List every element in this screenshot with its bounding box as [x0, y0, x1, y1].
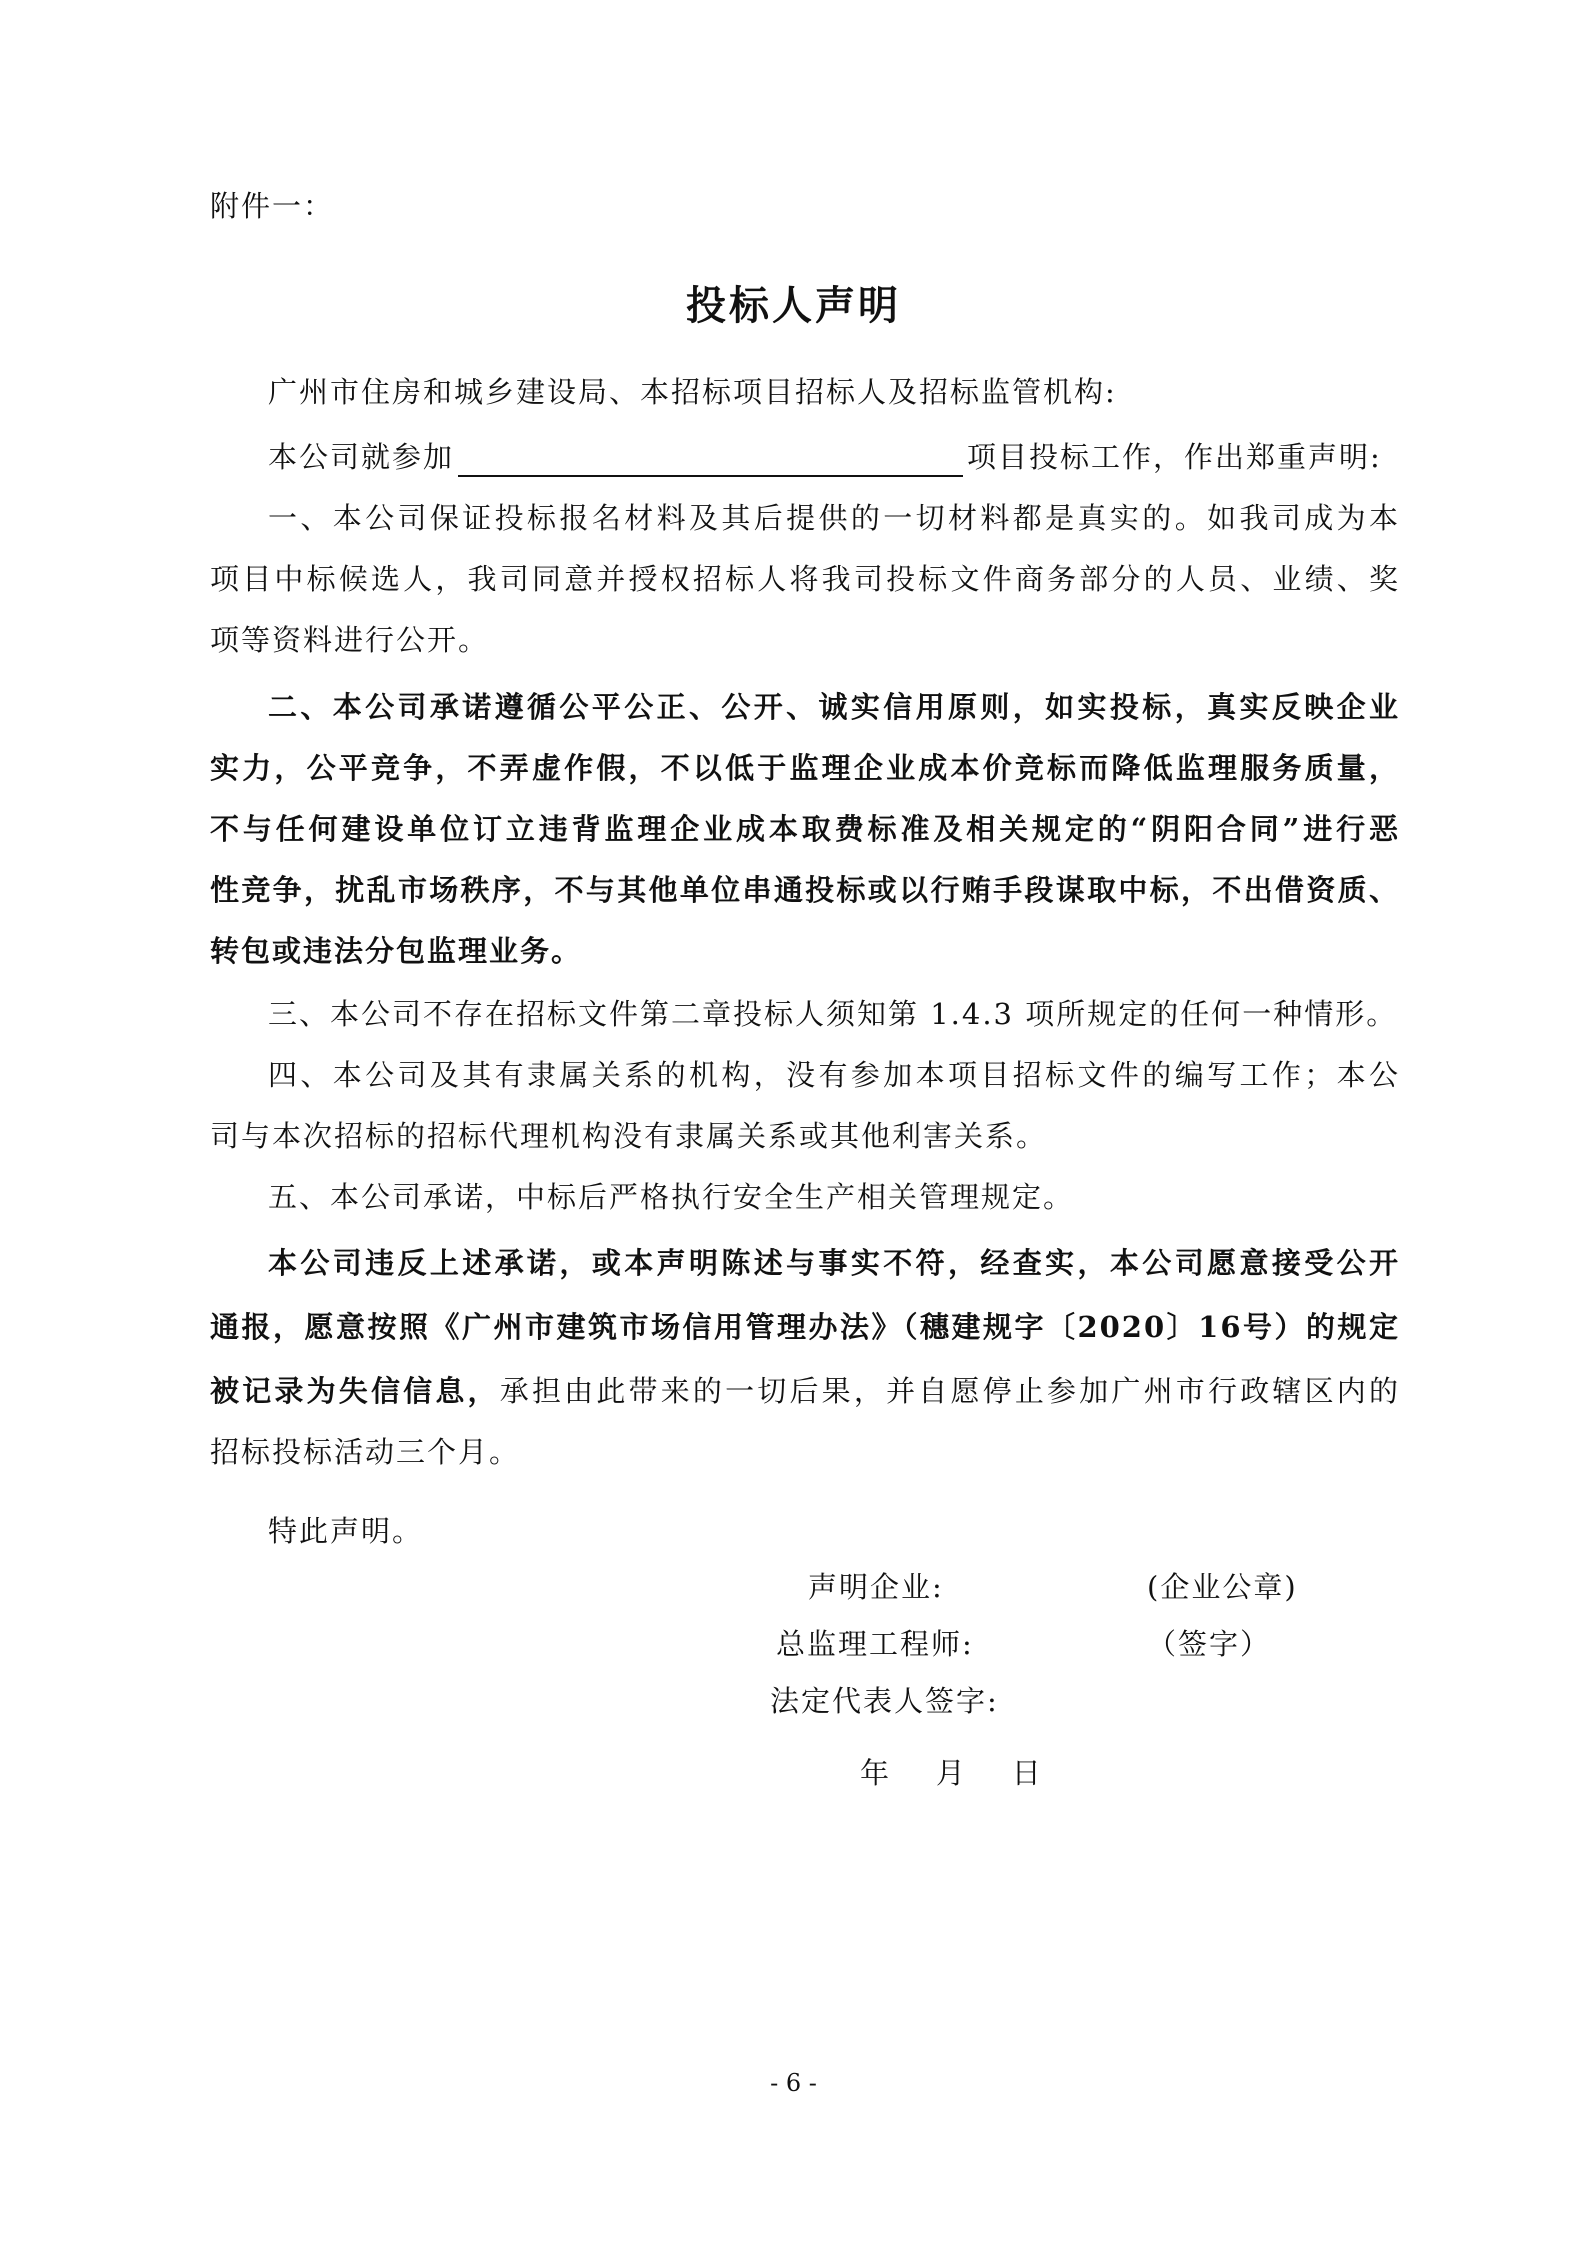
- project-name-blank: [458, 445, 963, 477]
- page-number: - 6 -: [770, 2069, 817, 2097]
- clause-2-line-4: 性竞争，扰乱市场秩序，不与其他单位串通投标或以行贿手段谋取中标，不出借资质、: [210, 873, 1400, 907]
- closing-statement: 特此声明。: [268, 1514, 424, 1548]
- intro-line: [268, 437, 1400, 477]
- engineer-signature-note: （签字）: [1147, 1627, 1272, 1661]
- clause-2-line-1: 二、本公司承诺遵循公平公正、公开、诚实信用原则，如实投标，真实反映企业: [268, 690, 1400, 724]
- addressee: 广州市住房和城乡建设局、本招标项目招标人及招标监管机构:: [268, 375, 1117, 409]
- clause-1-line-3: 项等资料进行公开。: [210, 623, 490, 657]
- clause-4-line-1: 四、本公司及其有隶属关系的机构，没有参加本项目招标文件的编写工作；本公: [268, 1058, 1400, 1092]
- legal-rep-label: 法定代表人签字:: [770, 1684, 999, 1718]
- intro-before-blank: 本公司就参加: [268, 440, 455, 474]
- clause-2-line-2: 实力，公平竞争，不弄虚作假，不以低于监理企业成本价竞标而降低监理服务质量，: [210, 751, 1400, 785]
- commitment-line-3-normal: 承担由此带来的一切后果，并自愿停止参加广州市行政辖区内的: [499, 1374, 1400, 1408]
- clause-1-line-2: 项目中标候选人，我司同意并授权招标人将我司投标文件商务部分的人员、业绩、奖: [210, 562, 1400, 596]
- commitment-line-2: 通报，愿意按照《广州市建筑市场信用管理办法》（穗建规字〔2020〕16号）的规定: [210, 1310, 1400, 1344]
- clause-2-line-3: 不与任何建设单位订立违背监理企业成本取费标准及相关规定的“阴阳合同”进行恶: [210, 812, 1400, 846]
- intro-after-blank: 项目投标工作，作出郑重声明:: [967, 440, 1382, 474]
- engineer-label: 总监理工程师:: [776, 1627, 974, 1661]
- company-label: 声明企业:: [808, 1570, 944, 1604]
- clause-4-line-2: 司与本次招标的招标代理机构没有隶属关系或其他利害关系。: [210, 1119, 1048, 1153]
- commitment-line-3: [210, 1371, 1400, 1411]
- clause-5: 五、本公司承诺，中标后严格执行安全生产相关管理规定。: [268, 1180, 1075, 1214]
- clause-2-line-5: 转包或违法分包监理业务。: [210, 934, 583, 968]
- commitment-line-3-bold: 被记录为失信信息，: [210, 1374, 500, 1408]
- clause-1-line-1: 一、本公司保证投标报名材料及其后提供的一切材料都是真实的。如我司成为本: [268, 501, 1400, 535]
- commitment-line-4: 招标投标活动三个月。: [210, 1435, 521, 1469]
- commitment-line-1: 本公司违反上述承诺，或本声明陈述与事实不符，经查实，本公司愿意接受公开: [268, 1246, 1400, 1280]
- date-line: 年 月 日: [860, 1756, 1043, 1790]
- attachment-label: 附件一：: [210, 189, 335, 223]
- clause-3: 三、本公司不存在招标文件第二章投标人须知第 1.4.3 项所规定的任何一种情形。: [268, 997, 1398, 1031]
- company-seal-note: (企业公章): [1147, 1570, 1298, 1604]
- page-title: 投标人声明: [686, 282, 901, 329]
